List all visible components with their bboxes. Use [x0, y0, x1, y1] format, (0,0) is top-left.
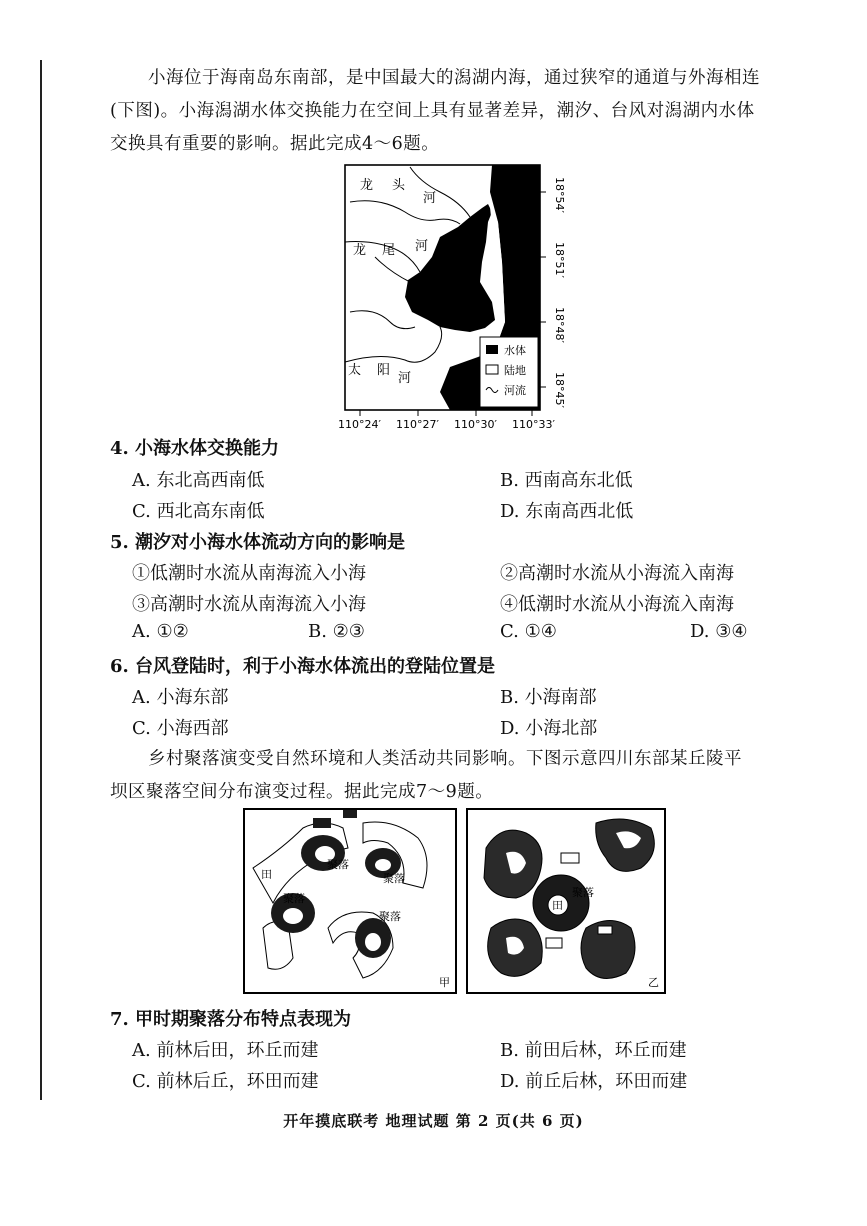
lagoon-map [320, 162, 580, 432]
q6-option-d[interactable]: D. 小海北部 [500, 718, 598, 739]
q4-option-b[interactable]: B. 西南高东北低 [500, 470, 633, 491]
legend-land-swatch [486, 365, 498, 374]
q7-option-a[interactable]: A. 前林后田，环丘而建 [132, 1040, 319, 1061]
q4-option-a[interactable]: A. 东北高西南低 [132, 470, 265, 491]
label-he-1: 河 [423, 191, 437, 206]
q7-option-b[interactable]: B. 前田后林，环丘而建 [500, 1040, 687, 1061]
jia-settlement-label-3: 聚落 [283, 892, 305, 905]
margin-line [40, 60, 42, 1100]
label-he-3: 河 [398, 371, 412, 386]
intro1-line3: 交换具有重要的影响。据此完成4～6题。 [110, 134, 440, 154]
intro-paragraph-2 [110, 743, 800, 809]
legend-water-swatch [486, 345, 498, 354]
lon-label-1: 110°24′ [338, 418, 381, 431]
q5-option-c[interactable]: C. ①④ [500, 621, 557, 642]
q5-statement-3: ③高潮时水流从南海流入小海 [132, 594, 366, 615]
q5-stem: 5. 潮汐对小海水体流动方向的影响是 [110, 532, 406, 553]
q7-option-c[interactable]: C. 前林后丘，环田而建 [132, 1071, 319, 1092]
label-he-2: 河 [415, 239, 429, 254]
q4-option-c[interactable]: C. 西北高东南低 [132, 501, 265, 522]
settlement-panel-jia [243, 808, 457, 994]
legend-land-label: 陆地 [504, 364, 526, 377]
jia-settlement-label-2: 聚落 [383, 872, 405, 885]
intro2-line2: 坝区聚落空间分布演变过程。据此完成7～9题。 [110, 782, 494, 802]
lat-label-1: 18°54′ [553, 177, 566, 213]
q6-stem: 6. 台风登陆时，利于小海水体流出的登陆位置是 [110, 656, 496, 677]
label-wei: 尾 [382, 243, 396, 258]
lat-label-3: 18°48′ [553, 307, 566, 343]
q5-option-d[interactable]: D. ③④ [690, 621, 748, 642]
q4-stem: 4. 小海水体交换能力 [110, 438, 280, 459]
jia-settlement-label-4: 聚落 [379, 910, 401, 923]
q5-option-b[interactable]: B. ②③ [308, 621, 365, 642]
q6-option-c[interactable]: C. 小海西部 [132, 718, 229, 739]
label-tou: 头 [392, 178, 406, 193]
q7-stem: 7. 甲时期聚落分布特点表现为 [110, 1009, 352, 1030]
q5-option-a[interactable]: A. ①② [132, 621, 189, 642]
settlement-panel-yi [466, 808, 666, 994]
intro1-line1: 小海位于海南岛东南部，是中国最大的潟湖内海，通过狭窄的通道与外海相连 [148, 68, 760, 88]
yi-panel-tag: 乙 [648, 976, 659, 989]
lat-label-2: 18°51′ [553, 242, 566, 278]
intro-paragraph-1 [110, 62, 800, 161]
legend-river-label: 河流 [504, 384, 526, 397]
label-long-2: 龙 [353, 243, 367, 258]
page-footer: 开年摸底联考 地理试题 第 2 页(共 6 页) [283, 1112, 584, 1130]
label-long-1: 龙 [360, 178, 374, 193]
q6-option-b[interactable]: B. 小海南部 [500, 687, 597, 708]
jia-settlement-label-1: 聚落 [327, 858, 349, 871]
q5-statement-1: ①低潮时水流从南海流入小海 [132, 563, 366, 584]
q6-option-a[interactable]: A. 小海东部 [132, 687, 229, 708]
yi-settlement-label: 聚落 [572, 886, 594, 899]
lat-label-4: 18°45′ [553, 372, 566, 408]
q7-option-d[interactable]: D. 前丘后林，环田而建 [500, 1071, 688, 1092]
intro1-line2: (下图)。小海潟湖水体交换能力在空间上具有显著差异，潮汐、台风对潟湖内水体 [110, 101, 755, 121]
lon-label-4: 110°33′ [512, 418, 555, 431]
q4-option-d[interactable]: D. 东南高西北低 [500, 501, 634, 522]
jia-panel-tag: 甲 [439, 976, 450, 989]
q5-statement-4: ④低潮时水流从小海流入南海 [500, 594, 734, 615]
lon-label-3: 110°30′ [454, 418, 497, 431]
yi-field-label: 田 [552, 899, 563, 912]
label-yang: 阳 [377, 363, 391, 378]
lon-label-2: 110°27′ [396, 418, 439, 431]
q5-statement-2: ②高潮时水流从小海流入南海 [500, 563, 734, 584]
jia-field-label: 田 [261, 868, 272, 881]
legend-water-label: 水体 [504, 344, 526, 357]
intro2-line1: 乡村聚落演变受自然环境和人类活动共同影响。下图示意四川东部某丘陵平 [148, 749, 742, 769]
label-tai: 太 [348, 363, 362, 378]
